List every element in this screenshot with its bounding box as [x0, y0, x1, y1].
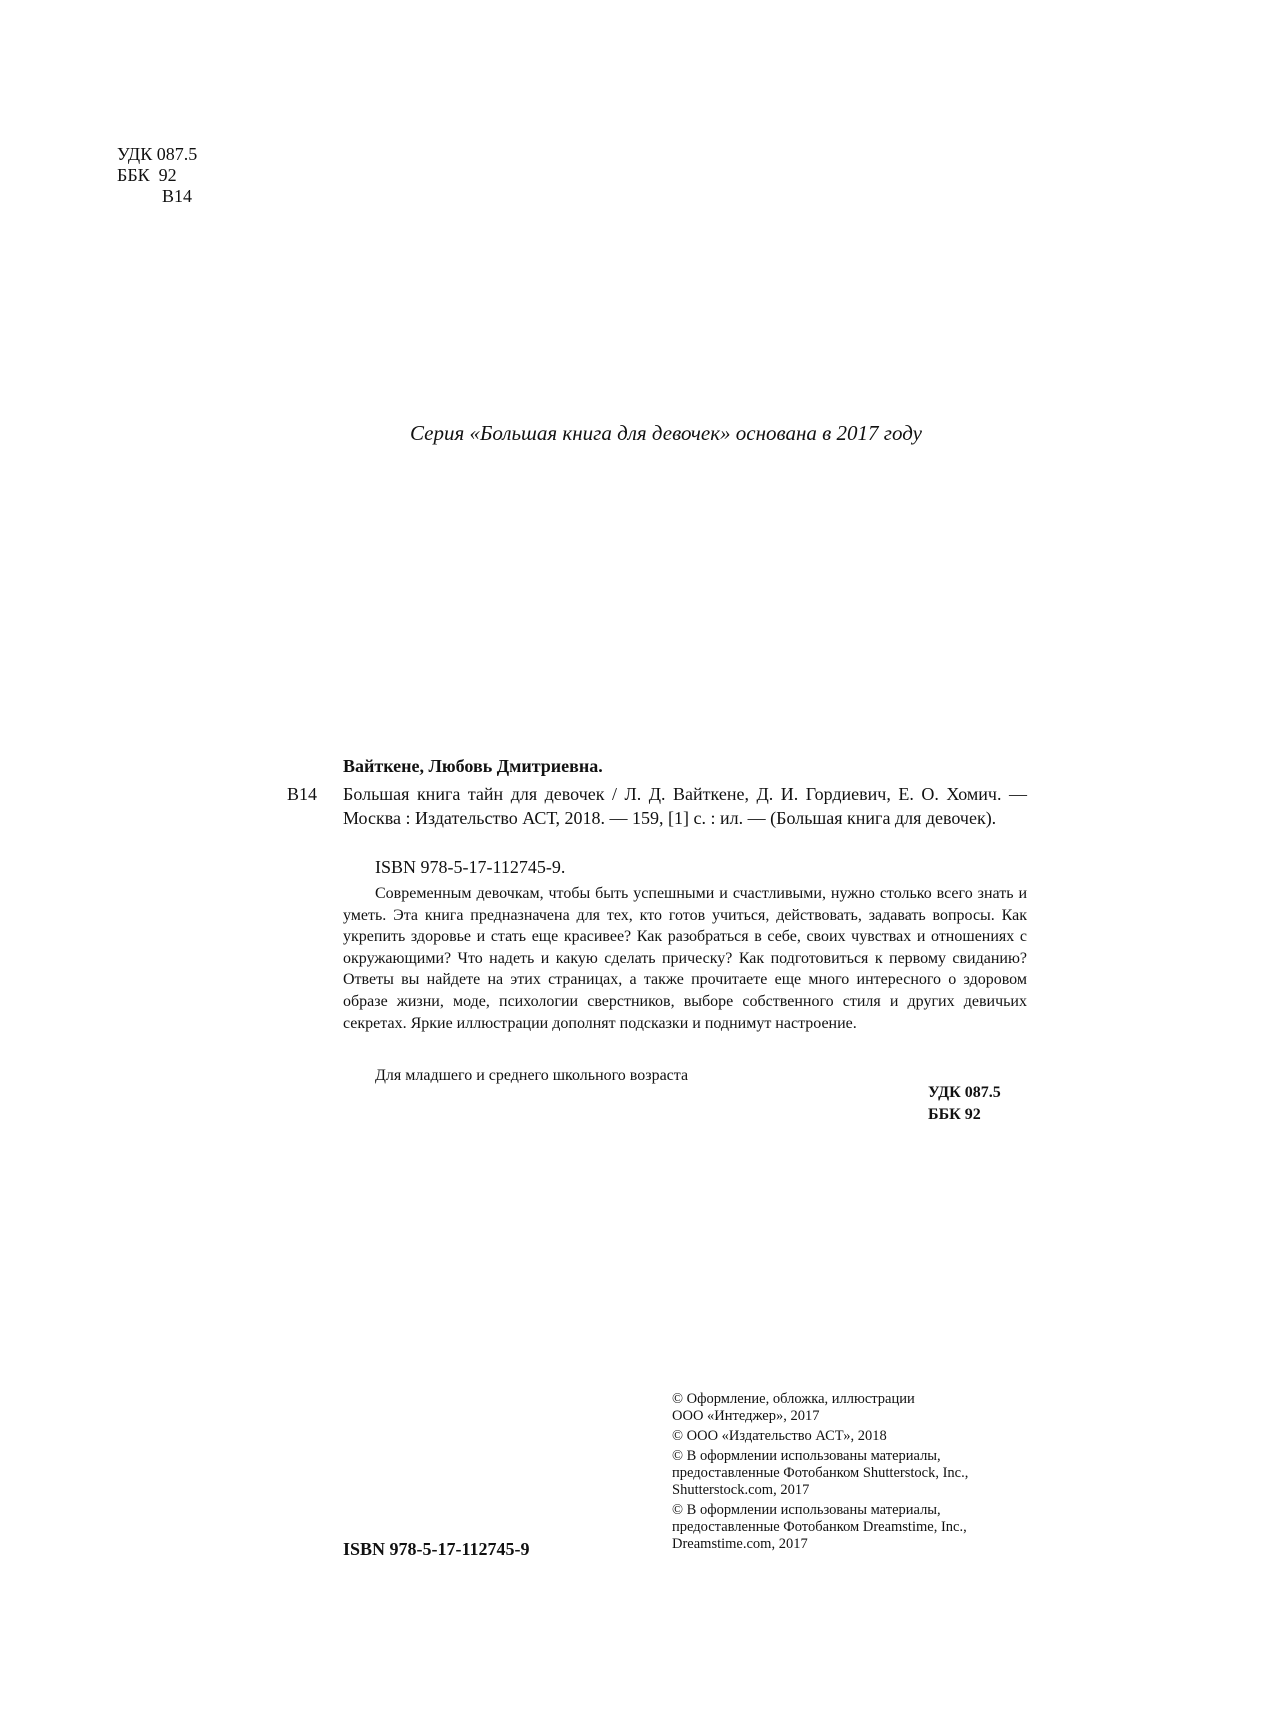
copyright-line: © В оформлении использованы материалы,: [672, 1502, 941, 1518]
copyright-block: [672, 1391, 1032, 1556]
copyright-line: предоставленные Фотобанком Dreamstime, Inc.,: [672, 1519, 967, 1535]
isbn-line: ISBN 978-5-17-112745-9.: [375, 857, 566, 877]
copyright-line: Dreamstime.com, 2017: [672, 1536, 808, 1552]
author-code-margin: В14: [287, 784, 318, 804]
series-note: Серия «Большая книга для девочек» основана в 2017 году: [410, 421, 922, 445]
bibliographic-description: Большая книга тайн для девочек / Л. Д. Вайткене, Д. И. Гордиевич, Е. О. Хомич. — Москва : Издательство АСТ, 2018. — 159, [1] с. : ил. — (Большая книга для девочек).: [343, 784, 1027, 828]
abstract-paragraph: Современным девочкам, чтобы быть успешными и счастливыми, нужно столько всего знать и уметь. Эта книга предназначена для тех, кто готов учиться, действовать, задавать вопросы. Как укрепить здоровье и стать еще красивее? Как разобраться в себе, своих чувствах и отношениях с окружающими? Что надеть и какую сделать прическу? Как подготовиться к первому свиданию? Ответы вы найдете на этих страницах, а также прочитаете еще много интересного о здоровом образе жизни, моде, психологии сверстников, выборе собственного стиля и других девичьих секретах. Яркие иллюстрации дополнят подсказки и поднимут настроение.: [343, 885, 1027, 1032]
copyright-line: © Оформление, обложка, иллюстрации: [672, 1391, 915, 1407]
copyright-line: © В оформлении использованы материалы,: [672, 1448, 941, 1464]
copyright-item: [672, 1391, 1032, 1425]
bottom-udk: УДК 087.5: [928, 1084, 1001, 1101]
isbn-bottom: ISBN 978-5-17-112745-9: [343, 1539, 530, 1559]
top-author-code: В14: [162, 186, 193, 206]
copyright-line: Shutterstock.com, 2017: [672, 1482, 810, 1498]
copyright-item: [672, 1448, 1032, 1499]
top-classification-block: [117, 144, 197, 207]
copyright-item: [672, 1502, 1032, 1553]
copyright-line: предоставленные Фотобанком Shutterstock, Inc.,: [672, 1465, 969, 1481]
top-bbk: ББК 92: [117, 165, 177, 185]
top-udk: УДК 087.5: [117, 144, 198, 164]
audience-note: Для младшего и среднего школьного возраста: [375, 1067, 689, 1084]
bottom-classification-block: [928, 1082, 1001, 1126]
copyright-item: [672, 1428, 1032, 1445]
copyright-line: © ООО «Издательство АСТ», 2018: [672, 1428, 887, 1444]
author-heading: Вайткене, Любовь Дмитриевна.: [343, 756, 603, 776]
copyright-line: ООО «Интеджер», 2017: [672, 1408, 820, 1424]
bottom-bbk: ББК 92: [928, 1106, 981, 1123]
